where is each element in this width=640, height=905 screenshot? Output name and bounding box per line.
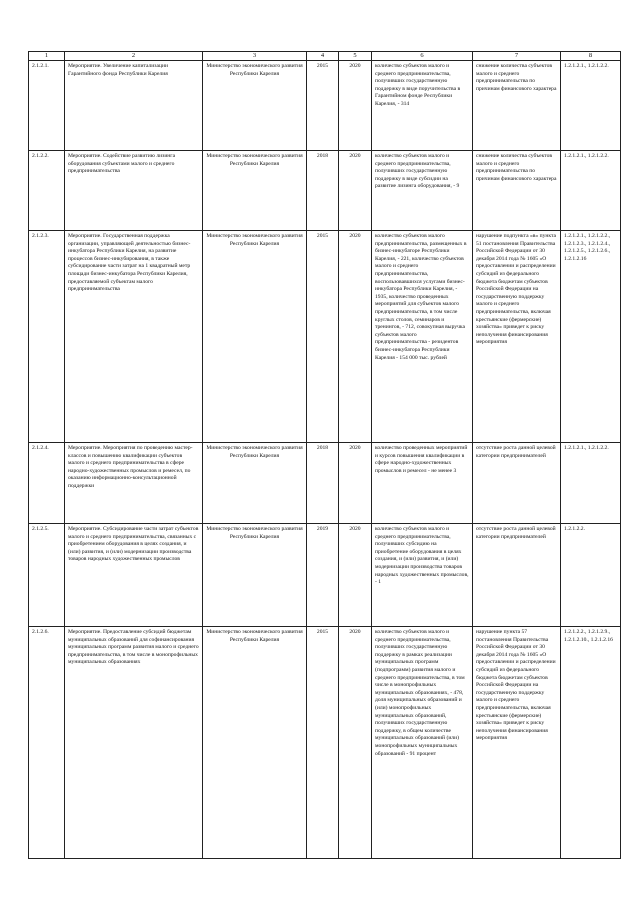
event-title: Мероприятие. Государственная поддержка организации, управляющей деятельностью бизнес-инкубатора Республики Карелия, на развитие процессов бизнес-инкубирования, в также субсидирование части затрат на 1 квадратный метр площади бизнес-инкубатора Республики Карелия, предоставляемой субъектам малого предпринимательства [65, 231, 203, 443]
table-row [29, 524, 621, 627]
end-year: 2020 [339, 61, 372, 151]
event-executor: Министерство экономического развития Республики Карелия [203, 524, 307, 627]
event-title: Мероприятие. Субсидирование части затрат субъектов малого и среднего предпринимательства, связанных с приобретением оборудования в целях создания, и (или) развития, и (или) модернизации производства товаров народных художественных промыслов [65, 524, 203, 627]
non-implementation-consequence: снижение количества субъектов малого и среднего предпринимательства по причинам финансового характера [473, 151, 561, 231]
expected-result: количество субъектов малого и среднего предпринимательства, получивших государственную поддержку в рамках реализации муниципальных программ (подпрограмм) развития малого и среднего предпринимательства, в том числе в монопрофильных муниципальных образованиях, - 478, доля муниципальных образований и (или) монопрофильных муниципальных образований, получивших государственную поддержку, в общем количестве муниципальных образований (или) монопрофильных муниципальных образований - 91 процент [372, 627, 473, 859]
start-year: 2015 [307, 61, 339, 151]
table-row [29, 151, 621, 231]
end-year: 2020 [339, 627, 372, 859]
column-number: 7 [473, 52, 561, 61]
non-implementation-consequence: нарушение пункта 57 постановления Правительства Российской Федерации от 30 декабря 2014 года № 1605 «О предоставлении и распределении субсидий из федерального бюджета бюджетам субъектов Российской Федерации на государственную поддержку малого и среднего предпринимательства, включая крестьянские (фермерские) хозяйства» приведет к риску неполучения финансирования мероприятия [473, 627, 561, 859]
expected-result: количество проведенных мероприятий и курсов повышения квалификации в сфере народно-художественных промыслов и ремесел - не менее 3 [372, 443, 473, 524]
column-number: 3 [203, 52, 307, 61]
event-title: Мероприятие. Содействие развитию лизинга оборудования субъектами малого и среднего предпринимательства [65, 151, 203, 231]
table-row [29, 61, 621, 151]
expected-result: количество субъектов малого предпринимательства, размещенных в бизнес-инкубаторе Республики Карелия, - 221, количество субъектов малого и среднего предпринимательства, воспользовавшихся услугами бизнес-инкубатора Республики Карелия, - 1935, количество проведенных мероприятий для субъектов малого предпринимательства, в том числе круглых столов, семинаров и тренингов, - 712, совокупная выручка субъектов малого предпринимательства - резидентов бизнес-инкубатора Республики Карелия - 154 000 тыс. рублей [372, 231, 473, 443]
non-implementation-consequence: снижение количества субъектов малого и среднего предпринимательства по причинам финансового характера [473, 61, 561, 151]
non-implementation-consequence: нарушение подпункта «в» пункта 51 постановления Правительства Российской Федерации от 30 декабря 2014 года № 1605 «О предоставлении и распределении субсидий из федерального бюджета бюджетам субъектов Российской Федерации на государственную поддержку малого и среднего предпринимательства, включая крестьянские (фермерские) хозяйства» приведет к риску неполучения финансирования мероприятия [473, 231, 561, 443]
event-executor: Министерство экономического развития Республики Карелия [203, 151, 307, 231]
event-title: Мероприятие. Предоставление субсидий бюджетам муниципальных образований для софинансирования муниципальных программ развития малого и среднего предпринимательства, в том числе в монопрофильных муниципальных образованиях [65, 627, 203, 859]
end-year: 2020 [339, 151, 372, 231]
expected-result: количество субъектов малого и среднего предпринимательства, получивших субсидию на приобретение оборудования в целях создания, и (или) развития, и (или) модернизации производства товаров народных художественных промыслов, - 1 [372, 524, 473, 627]
start-year: 2015 [307, 231, 339, 443]
event-number: 2.1.2.6. [29, 627, 65, 859]
event-number: 2.1.2.3. [29, 231, 65, 443]
table-row [29, 627, 621, 859]
event-executor: Министерство экономического развития Республики Карелия [203, 61, 307, 151]
related-indicators: 1.2.1.2.1., 1.2.1.2.2. [561, 443, 621, 524]
related-indicators: 1.2.1.2.2., 1.2.1.2.9., 1.2.1.2.10., 1.2.1.2.16 [561, 627, 621, 859]
column-number-row [29, 52, 621, 61]
related-indicators: 1.2.1.2.1., 1.2.1.2.2., 1.2.1.2.3., 1.2.1.2.4., 1.2.1.2.5., 1.2.1.2.6., 1.2.1.2.16 [561, 231, 621, 443]
expected-result: количество субъектов малого и среднего предпринимательства, получивших государственную поддержку в виде субсидии на развитие лизинга оборудования, - 9 [372, 151, 473, 231]
event-title: Мероприятие. Увеличение капитализации Гарантийного фонда Республики Карелия [65, 61, 203, 151]
program-events-table [28, 51, 621, 859]
event-title: Мероприятие. Мероприятия по проведению мастер-классов и повышению квалификации субъектов малого и среднего предпринимательства в сфере народно-художественных промыслов и ремесел, по оказанию информационно-консультационной поддержки [65, 443, 203, 524]
non-implementation-consequence: отсутствие роста данной целевой категории предпринимателей [473, 443, 561, 524]
column-number: 2 [65, 52, 203, 61]
event-number: 2.1.2.5. [29, 524, 65, 627]
column-number: 4 [307, 52, 339, 61]
related-indicators: 1.2.1.2.1., 1.2.1.2.2. [561, 151, 621, 231]
event-number: 2.1.2.1. [29, 61, 65, 151]
event-number: 2.1.2.2. [29, 151, 65, 231]
column-number: 1 [29, 52, 65, 61]
start-year: 2018 [307, 151, 339, 231]
end-year: 2020 [339, 524, 372, 627]
table-row [29, 231, 621, 443]
start-year: 2018 [307, 443, 339, 524]
expected-result: количество субъектов малого и среднего предпринимательства, получивших государственную поддержку в виде поручительства в Гарантийном фонде Республики Карелия, - 314 [372, 61, 473, 151]
end-year: 2020 [339, 443, 372, 524]
end-year: 2020 [339, 231, 372, 443]
non-implementation-consequence: отсутствие роста данной целевой категории предпринимателей [473, 524, 561, 627]
related-indicators: 1.2.1.2.1., 1.2.1.2.2. [561, 61, 621, 151]
start-year: 2019 [307, 524, 339, 627]
column-number: 8 [561, 52, 621, 61]
event-number: 2.1.2.4. [29, 443, 65, 524]
column-number: 5 [339, 52, 372, 61]
table-row [29, 443, 621, 524]
column-number: 6 [372, 52, 473, 61]
event-executor: Министерство экономического развития Республики Карелия [203, 231, 307, 443]
event-executor: Министерство экономического развития Республики Карелия [203, 627, 307, 859]
event-executor: Министерство экономического развития Республики Карелия [203, 443, 307, 524]
start-year: 2015 [307, 627, 339, 859]
related-indicators: 1.2.1.2.2. [561, 524, 621, 627]
